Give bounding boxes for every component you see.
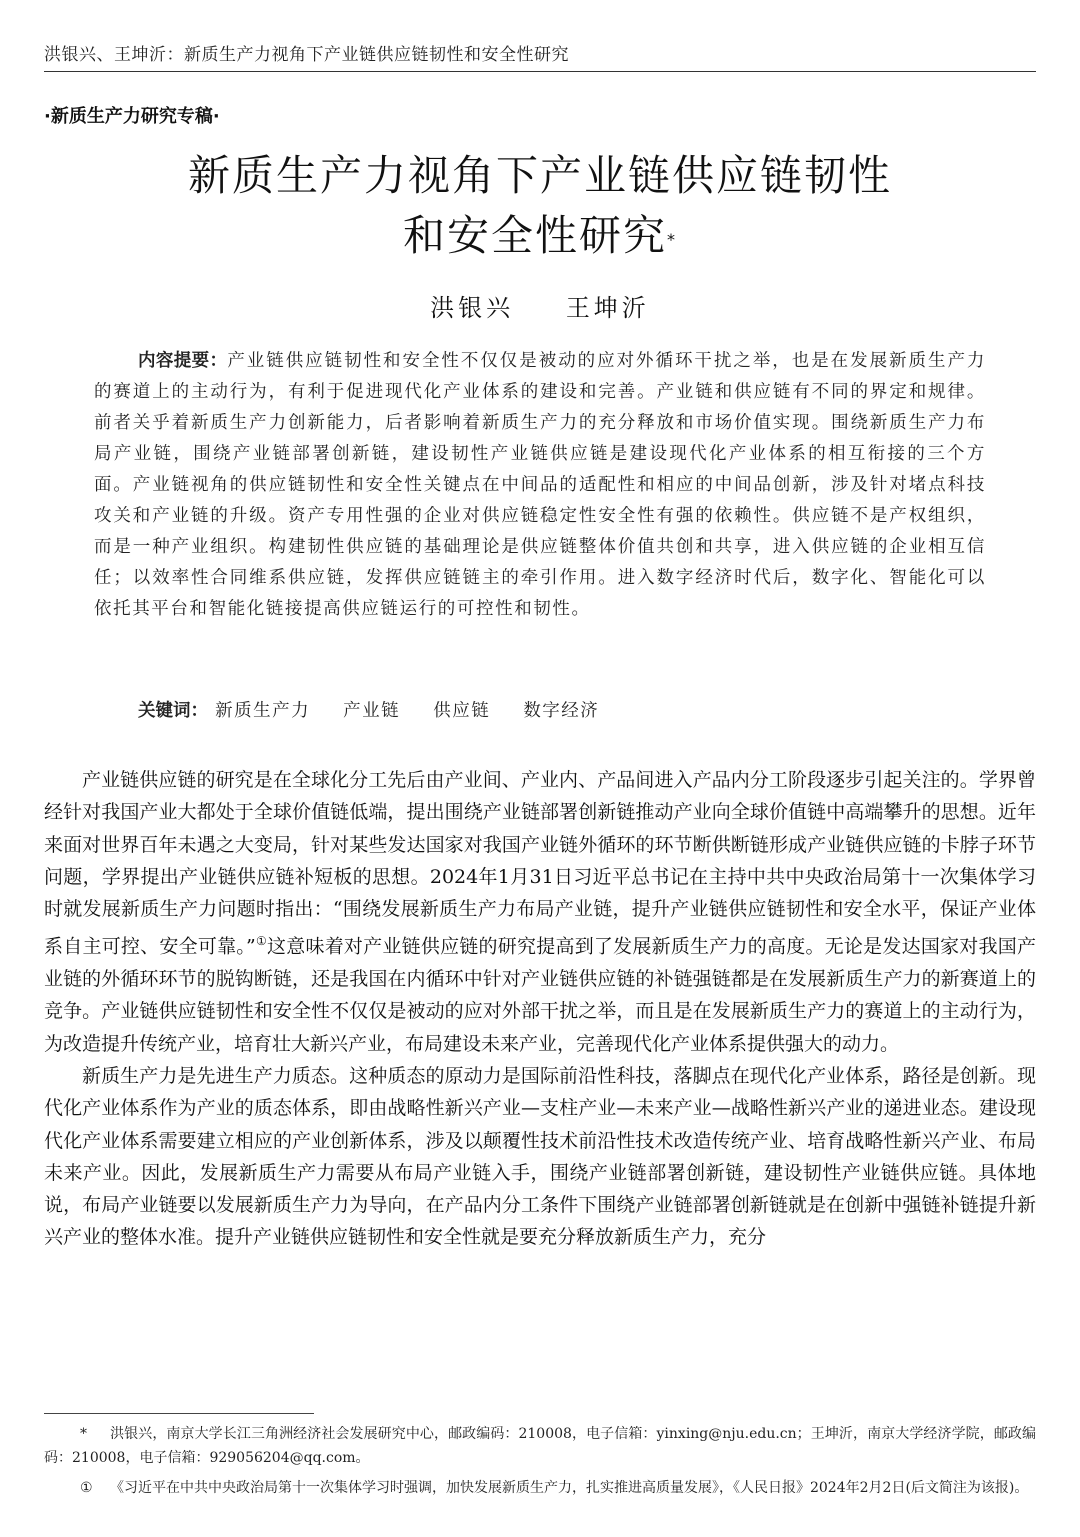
body-paragraph-1: [44, 764, 1036, 1060]
column-label: ·新质生产力研究专稿·: [44, 106, 220, 127]
footnote-mark-1: ①: [80, 1480, 93, 1496]
abstract-text: 产业链供应链韧性和安全性不仅仅是被动的应对外循环干扰之举，也是在发展新质生产力的赛道上的主动行为，有利于促进现代化产业体系的建设和完善。产业链和供应链有不同的界定和规律。前者关乎着新质生产力创新能力，后者影响着新质生产力的充分释放和市场价值实现。围绕新质生产力布局产业链，围绕产业链部署创新链，建设韧性产业链供应链是建设现代化产业体系的相互衔接的三个方面。产业链视角的供应链韧性和安全性关键点在中间品的适配性和相应的中间品创新，涉及针对堵点科技攻关和产业链的升级。资产专用性强的企业对供应链稳定性安全性有强的依赖性。供应链不是产权组织，而是一种产业组织。构建韧性供应链的基础理论是供应链整体价值共创和共享，进入供应链的企业相互信任；以效率性合同维系供应链，发挥供应链链主的牵引作用。进入数字经济时代后，数字化、智能化可以依托其平台和智能化链接提高供应链运行的可控性和韧性。: [94, 351, 987, 619]
title-line-1: 新质生产力视角下产业链供应链韧性: [187, 151, 892, 200]
footnote-ref-1[interactable]: ①: [255, 934, 267, 949]
footnotes: [44, 1422, 1036, 1506]
authors: [0, 288, 1080, 323]
body-paragraph-2: 新质生产力是先进生产力质态。这种质态的原动力是国际前沿性科技，落脚点在现代化产业体系，路径是创新。现代化产业体系作为产业的质态体系，即由战略性新兴产业—支柱产业—未来产业—战略性新兴产业的递进业态。建设现代化产业体系需要建立相应的产业创新体系，涉及以颠覆性技术前沿性技术改造传统产业、培育战略性新兴产业、布局未来产业。因此，发展新质生产力需要从布局产业链入手，围绕产业链部署创新链，建设韧性产业链供应链。具体地说，布局产业链要以发展新质生产力为导向，在产品内分工条件下围绕产业链部署创新链就是在创新中强链补链提升新兴产业的整体水准。提升产业链供应链韧性和安全性就是要充分释放新质生产力，充分: [44, 1065, 1036, 1249]
footnote-rule: [44, 1413, 314, 1414]
keyword-1: 新质生产力: [215, 701, 311, 721]
footnote-1: [44, 1476, 1036, 1500]
keyword-3: 供应链: [433, 701, 491, 721]
body-p1-part2: 这意味着对产业链供应链的研究提高到了发展新质生产力的高度。无论是发达国家对我国产业链的外循环环节的脱钩断链，还是我国在内循环中针对产业链供应链的补链强链都是在发展新质生产力的新赛道上的竞争。产业链供应链韧性和安全性不仅仅是被动的应对外部干扰之举，而且是在发展新质生产力的赛道上的主动行为，为改造提升传统产业，培育壮大新兴产业，布局建设未来产业，完善现代化产业体系提供强大的动力。: [44, 935, 1037, 1055]
title-line-2-text: 和安全性研究: [402, 211, 667, 260]
body-p1-part1: 产业链供应链的研究是在全球化分工先后由产业间、产业内、产品间进入产品内分工阶段逐步引起关注的。学界曾经针对我国产业大都处于全球价值链低端，提出围绕产业链部署创新链推动产业向全球价值链中高端攀升的思想。近年来面对世界百年未遇之大变局，针对某些发达国家对我国产业链外循环的环节断供断链形成产业链供应链的卡脖子环节问题，学界提出产业链供应链补短板的思想。2024年1月31日习近平总书记在主持中共中央政治局第十一次集体学习时就发展新质生产力问题时指出：“围绕发展新质生产力布局产业链，提升产业链供应链韧性和安全水平，保证产业体系自主可控、安全可靠。”: [44, 769, 1036, 958]
keywords-label: 关键词：: [138, 701, 208, 721]
keywords: [138, 697, 988, 722]
abstract-label: 内容提要：: [138, 351, 228, 371]
keyword-4: 数字经济: [523, 701, 600, 721]
footnote-author-text: 洪银兴，南京大学长江三角洲经济社会发展研究中心，邮政编码：210008，电子信箱：yinxing@nju.edu.cn；王坤沂，南京大学经济学院，邮政编码：210008，电子信箱：929056204@qq.com。: [44, 1426, 1036, 1466]
abstract: [94, 346, 986, 625]
article-title: [0, 146, 1080, 266]
keyword-2: 产业链: [343, 701, 401, 721]
author-2: 王坤沂: [565, 294, 650, 322]
title-line-2: [0, 206, 1080, 266]
header-rule: [44, 71, 1036, 72]
footnote-mark-star: *: [80, 1426, 87, 1442]
title-footnote-mark: *: [667, 230, 677, 249]
author-1: 洪银兴: [430, 294, 515, 322]
running-head: 洪银兴、王坤沂：新质生产力视角下产业链供应链韧性和安全性研究: [44, 45, 569, 65]
footnote-author-info: [44, 1422, 1036, 1470]
body-text: [44, 764, 1036, 1254]
footnote-1-text: 《习近平在中共中央政治局第十一次集体学习时强调，加快发展新质生产力，扎实推进高质量发展》，《人民日报》2024年2月2日(后文简注为该报)。: [110, 1480, 1029, 1496]
